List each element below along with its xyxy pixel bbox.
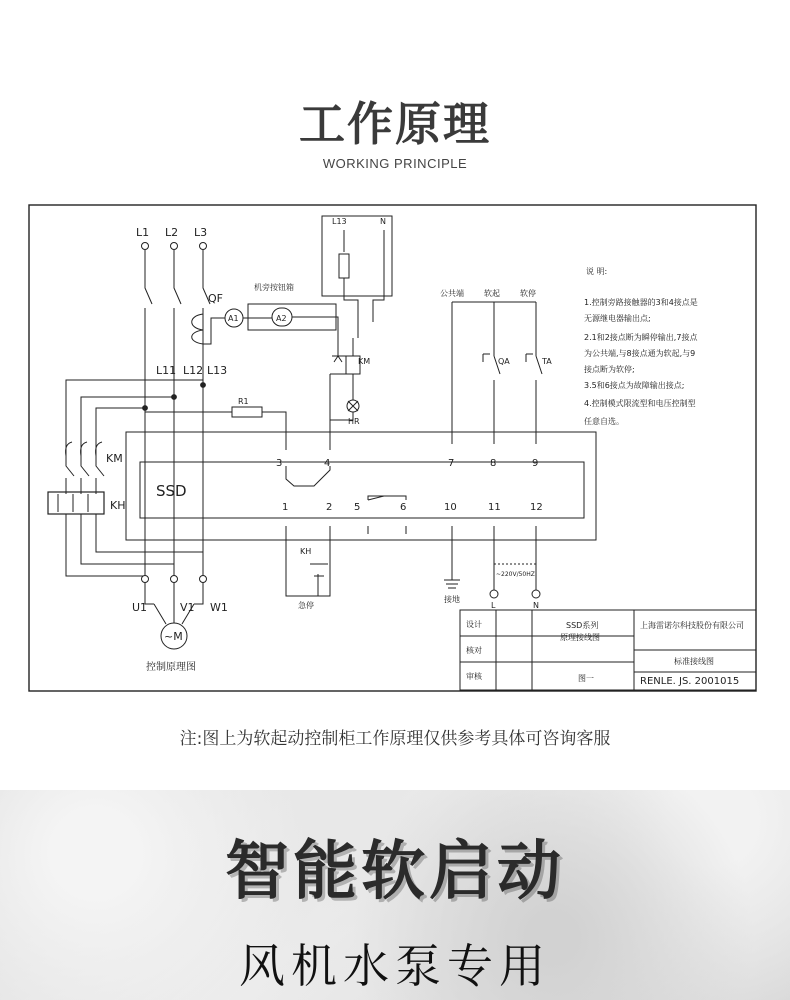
label-kh-stop: KH [300,547,312,556]
label-fuse-l13: L13 [332,217,347,226]
label-qf: QF [208,292,223,305]
label-common: 公共端 [440,289,464,298]
footnote: 注:图上为软起动控制柜工作原理仅供参考具体可咨询客服 [179,729,611,749]
label-l3: L3 [194,226,208,239]
label-voltage: ~220V/50HZ [496,571,535,578]
label-soft-start: 软起 [484,289,500,298]
tb-standard: 标准接线图 [674,657,714,666]
terminal-4: 4 [324,458,331,469]
label-l11: L11 [156,364,177,377]
terminal-3: 3 [276,458,283,469]
tb-row-review: 审核 [466,672,482,681]
page-subtitle: WORKING PRINCIPLE [322,156,468,171]
tb-row-check: 核对 [466,646,482,655]
note-line-3: 2.1和2接点断为瞬停输出,7接点 [584,333,698,342]
terminal-12: 12 [530,502,543,513]
label-l1: L1 [136,226,150,239]
terminal-5: 5 [354,502,361,513]
note-line-6: 3.5和6接点为故障输出接点; [584,381,685,390]
label-a1: A1 [228,314,239,323]
label-neutral: N [380,217,386,226]
tb-title-2: 原理接线图 [560,633,600,642]
label-kh-relay: KH [110,499,126,512]
promo-banner [0,790,790,1000]
terminal-6: 6 [400,502,407,513]
terminal-11: 11 [488,502,501,513]
label-motor: ~M [164,630,183,643]
label-emergency: 急停 [298,601,314,610]
label-ammeter-box: 机旁按钮箱 [254,283,294,292]
terminal-7: 7 [448,458,455,469]
note-line-8: 任意自选。 [584,417,624,426]
terminal-1: 1 [282,502,289,513]
tb-drawing-ref: 图一 [578,674,594,683]
label-control-caption: 控制原理图 [146,662,196,673]
label-ground: 接地 [444,595,460,604]
banner-title: 智能软启动 [225,835,565,909]
label-l12: L12 [183,364,204,377]
wiring-diagram [28,204,758,692]
tb-code: RENLE. JS. 2001015 [640,676,740,687]
wiring-diagram-svg [28,204,758,692]
label-l2: L2 [165,226,179,239]
label-km-contacts: KM [106,452,123,465]
terminal-9: 9 [532,458,539,469]
note-line-5: 接点断为软停; [584,365,635,374]
label-soft-stop: 软停 [520,289,536,298]
label-n-supply: N [533,601,539,610]
terminal-10: 10 [444,502,457,513]
label-l13: L13 [207,364,228,377]
terminal-8: 8 [490,458,497,469]
note-line-1: 1.控制旁路接触器的3和4接点是 [584,298,698,307]
page-title: 工作原理 [299,97,491,151]
note-line-2: 无源继电器输出点; [584,314,651,323]
label-l-supply: L [491,601,496,610]
label-ta: TA [542,357,552,366]
note-line-4: 为公共端,与8接点通为软起,与9 [584,349,696,358]
tb-row-design: 设计 [466,620,482,629]
label-hr: HR [348,417,360,426]
terminal-2: 2 [326,502,333,513]
tb-title-1: SSD系列 [566,621,599,630]
label-v1: V1 [180,601,195,614]
label-u1: U1 [132,601,148,614]
banner-subtitle: 风机水泵专用 [239,939,551,993]
label-a2: A2 [276,314,287,323]
label-ssd: SSD [156,482,187,500]
notes-title: 说 明: [586,267,608,276]
tb-company: 上海雷诺尔科技股份有限公司 [640,621,744,630]
note-line-7: 4.控制模式限流型和电压控制型 [584,399,696,408]
label-w1: W1 [210,601,228,614]
label-qa: QA [498,357,510,366]
label-km-coil: KM [358,357,371,366]
label-r1: R1 [238,397,249,406]
